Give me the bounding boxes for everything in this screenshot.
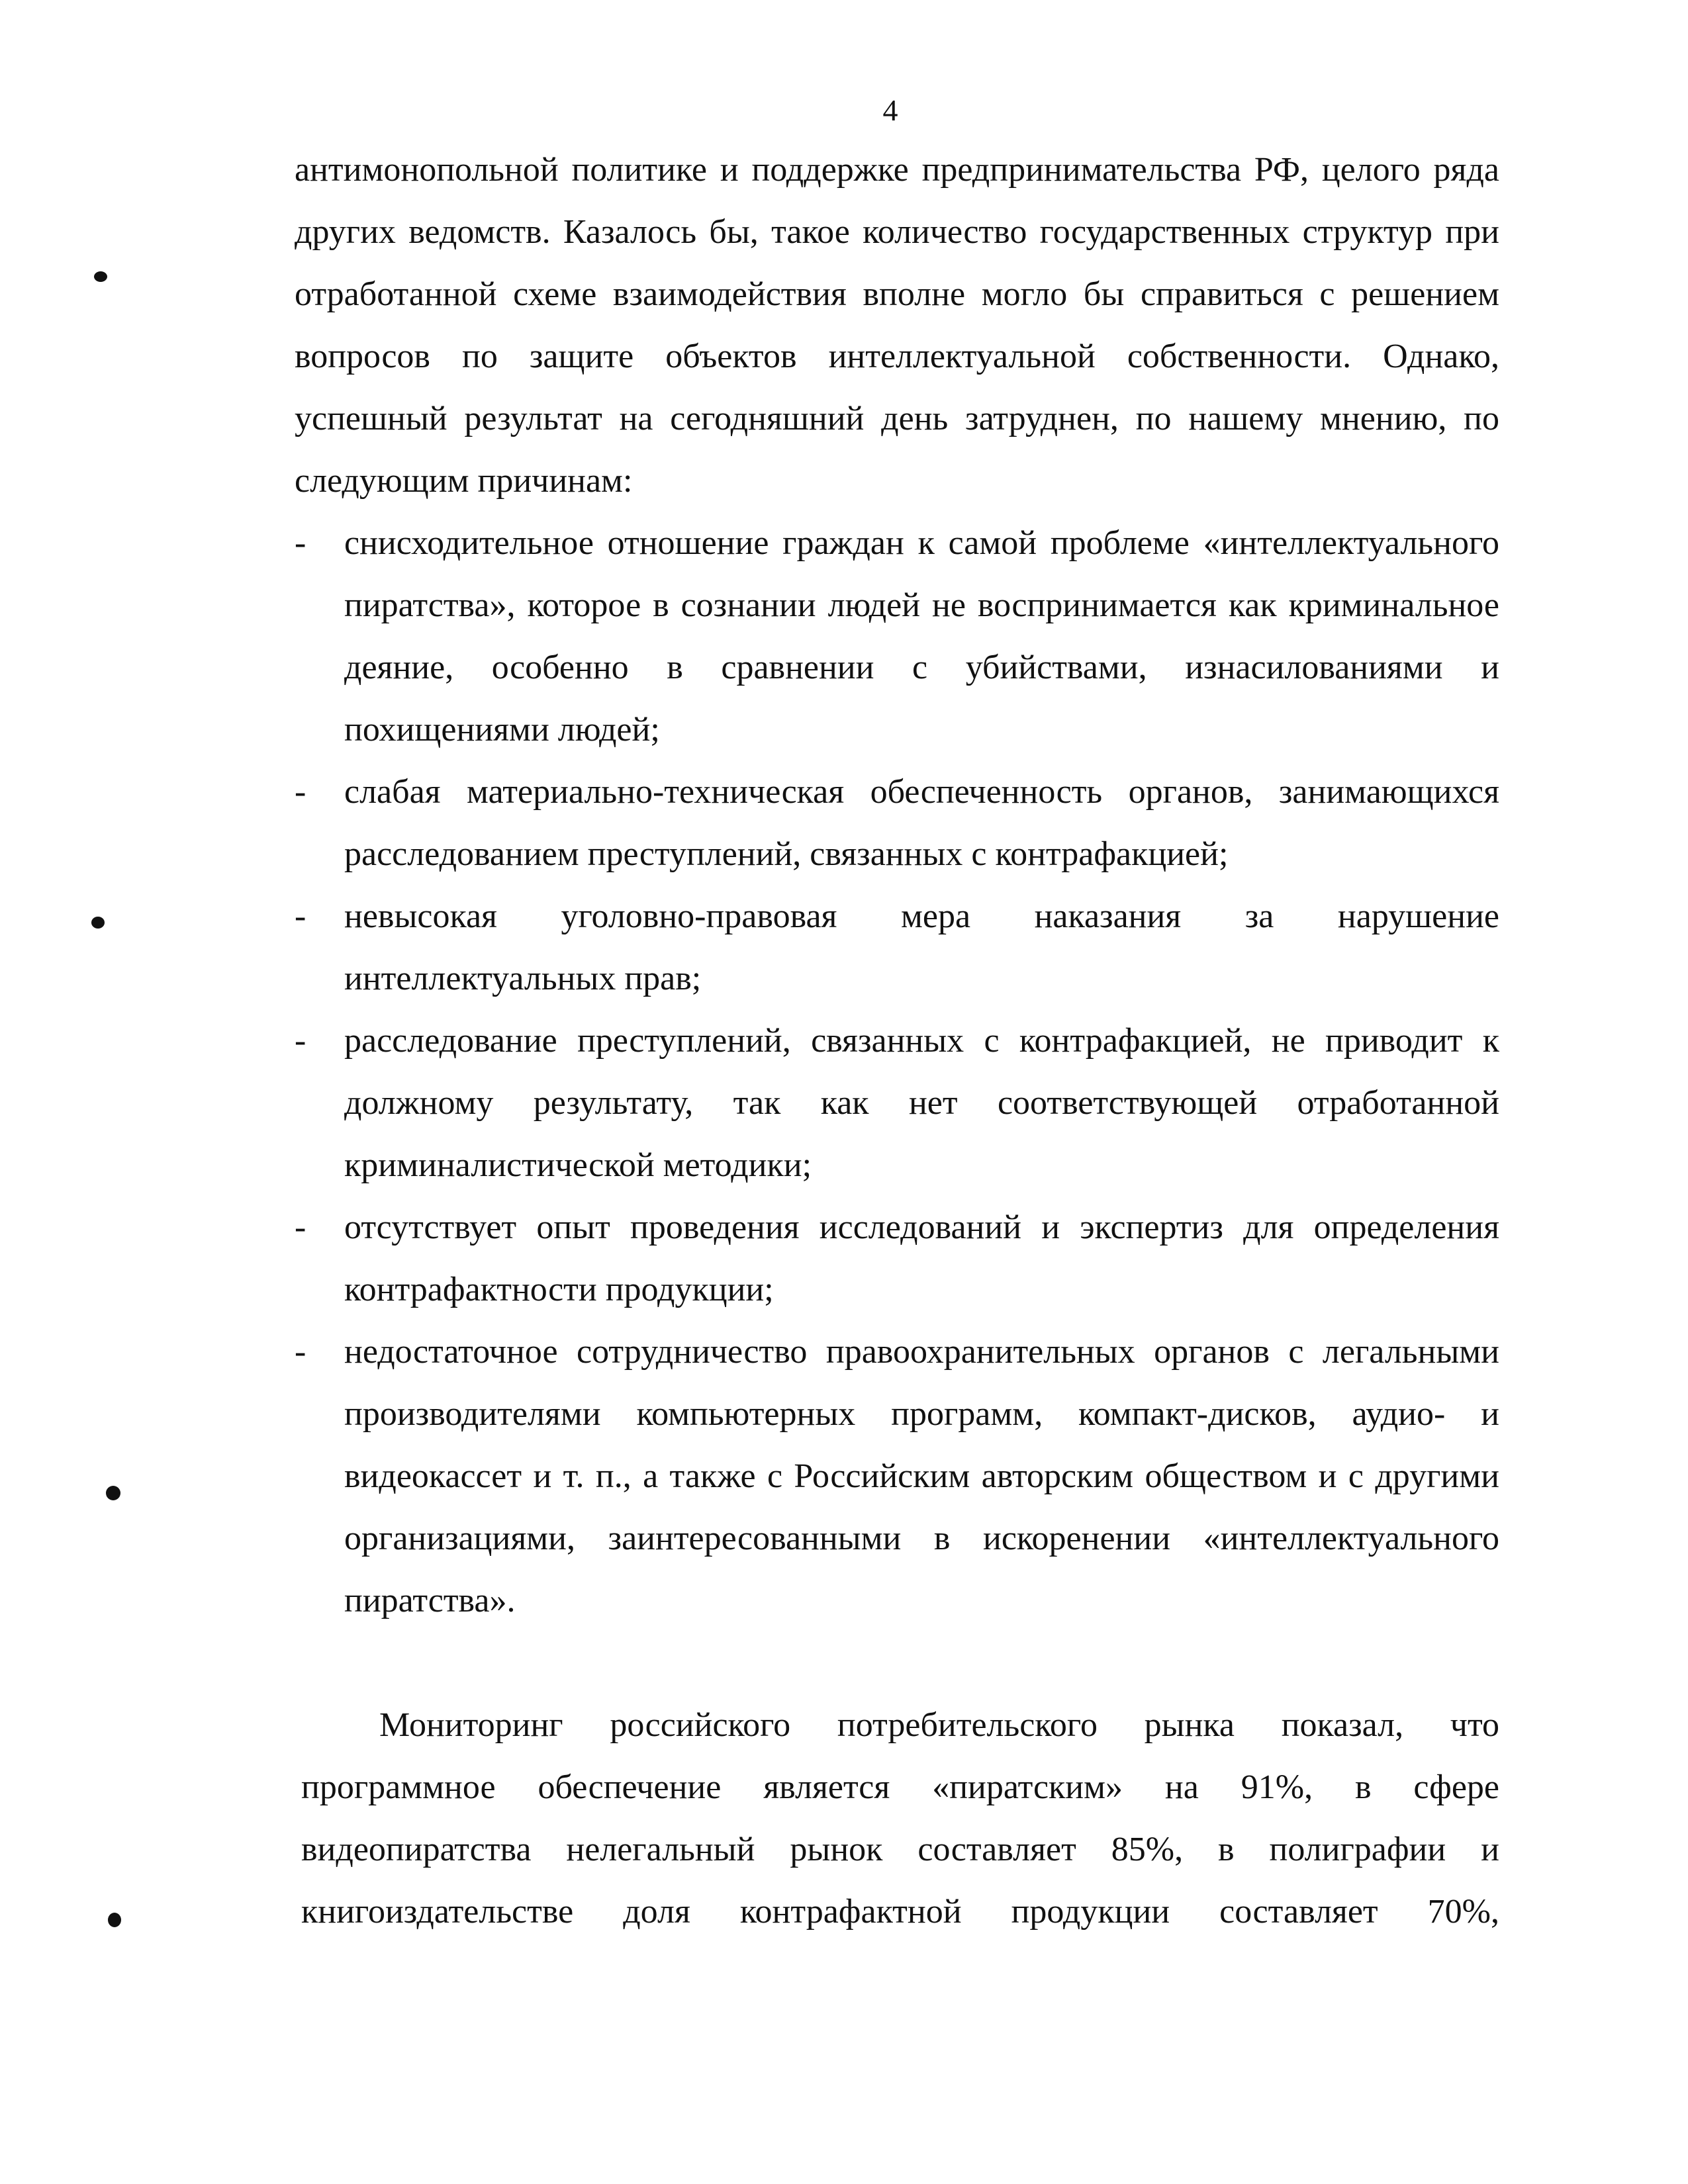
list-dash: - [295,773,306,811]
reason-text-2: слабая материально-техническая обеспеченность органов, занимающихся расследованием преступлений, связанных с контрафакцией; [344,773,1499,873]
closing-paragraph-block [301,1694,1499,1943]
list-dash: - [295,524,306,562]
reason-text-1: снисходительное отношение граждан к самой проблеме «интеллектуального пиратства», которое в сознании людей не воспринимается как криминальное деяние, особенно в сравнении с убийствами, изнасилованиями и похищениями людей; [344,524,1499,749]
list-dash: - [295,1022,306,1060]
reason-item-1 [295,512,1499,761]
list-dash: - [295,897,306,935]
list-dash: - [295,1208,306,1246]
intro-paragraph: антимонопольной политике и поддержке предпринимательства РФ, целого ряда других ведомств. Казалось бы, такое количество государственных структур при отработанной схеме взаимодействия вполне могло бы справиться с решением вопросов по защите объектов интеллектуальной собственности. Однако, успешный результат на сегодняшний день затруднен, по нашему мнению, по следующим причинам: [295,151,1499,500]
reason-item-3 [295,886,1499,1010]
reason-item-4 [295,1010,1499,1197]
scan-speck [108,1913,121,1927]
page-number: 4 [882,93,898,127]
closing-paragraph: Мониторинг российского потребительского рынка показал, что программное обеспечение является «пиратским» на 91%, в сфере видеопиратства нелегальный рынок составляет 85%, в полиграфии и книгоиздательстве доля контрафактной продукции составляет 70%, [301,1706,1499,1931]
reasons-list [295,512,1499,1632]
reason-item-6 [295,1321,1499,1632]
reason-item-5 [295,1197,1499,1321]
intro-paragraph-block [295,139,1499,512]
reason-text-5: отсутствует опыт проведения исследований и экспертиз для определения контрафактности продукции; [344,1208,1499,1308]
list-dash: - [295,1333,306,1371]
scan-speck [106,1486,120,1500]
reason-item-2 [295,761,1499,886]
scan-speck [94,271,107,282]
reason-text-4: расследование преступлений, связанных с контрафакцией, не приводит к должному результату, так как нет соответствующей отработанной криминалистической методики; [344,1022,1499,1184]
scan-speck [91,917,105,929]
reason-text-3: невысокая уголовно-правовая мера наказания за нарушение интеллектуальных прав; [344,897,1499,997]
reason-text-6: недостаточное сотрудничество правоохранительных органов с легальными производителями компьютерных программ, компакт-дисков, аудио- и видеокассет и т. п., а также с Российским авторским обществом и с другими организациями, заинтересованными в искоренении «интеллектуального пиратства». [344,1333,1499,1619]
